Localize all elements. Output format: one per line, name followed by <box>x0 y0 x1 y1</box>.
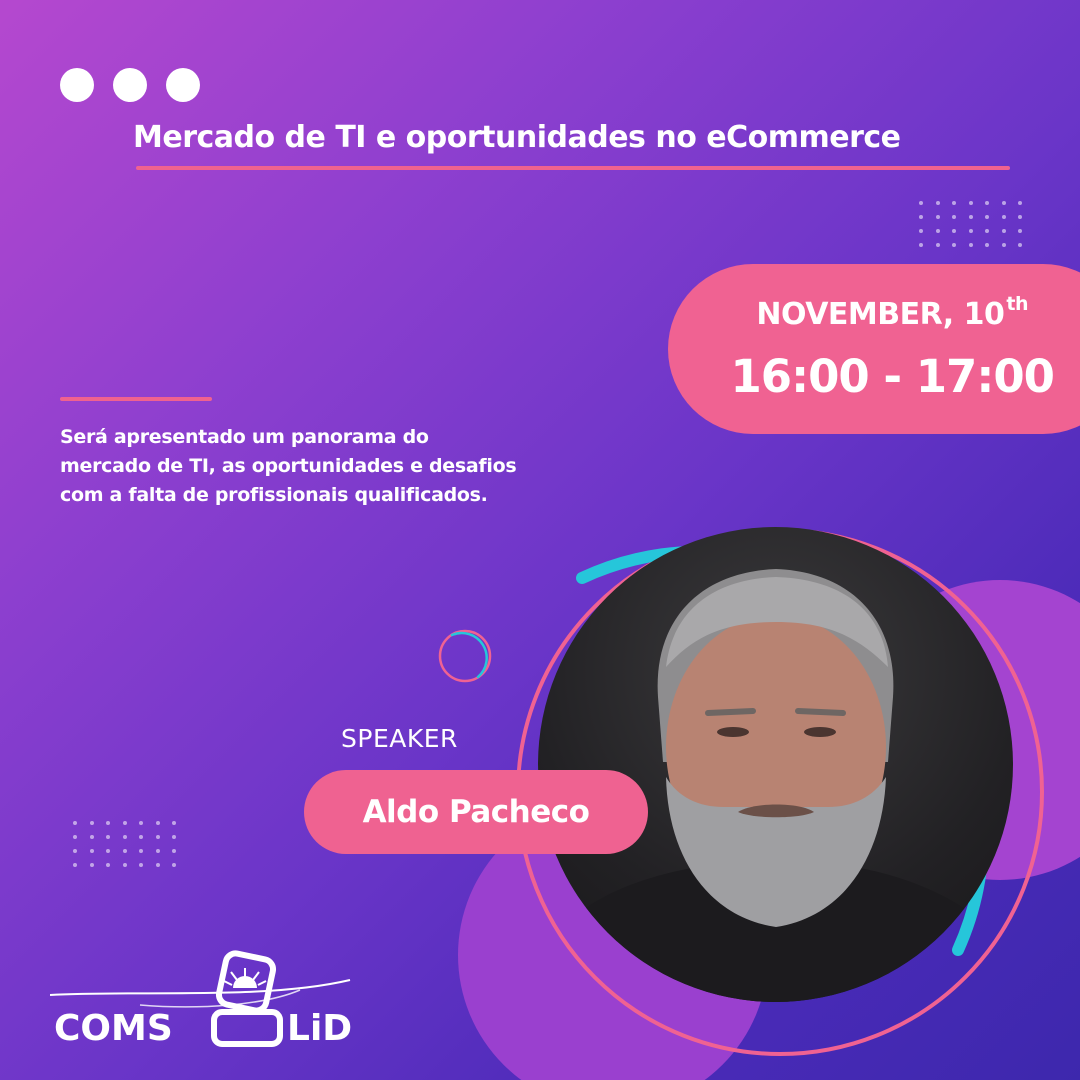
small-ring-arc <box>452 633 487 677</box>
event-time: 16:00 - 17:00 <box>730 350 1054 403</box>
description-line: com a falta de profissionais qualificados. <box>60 484 488 506</box>
speaker-photo <box>538 527 1013 1002</box>
event-date-suffix: th <box>1006 293 1028 315</box>
description-line: Será apresentado um panorama do <box>60 426 429 448</box>
speaker-name: Aldo Pacheco <box>362 794 590 830</box>
logo-text-right: LiD <box>287 1008 353 1049</box>
event-title: Mercado de TI e oportunidades no eCommerce <box>133 120 901 155</box>
comsolid-logo-icon <box>50 950 370 1050</box>
avatar <box>538 527 1013 1002</box>
speaker-label: SPEAKER <box>341 724 458 753</box>
description-line: mercado de TI, as oportunidades e desafios <box>60 455 517 477</box>
event-date-main: NOVEMBER, 10 <box>756 297 1005 332</box>
dotted-grid-icon <box>73 821 176 867</box>
speaker-name-badge <box>304 770 648 854</box>
logo-text-left: COMS <box>54 1008 173 1049</box>
